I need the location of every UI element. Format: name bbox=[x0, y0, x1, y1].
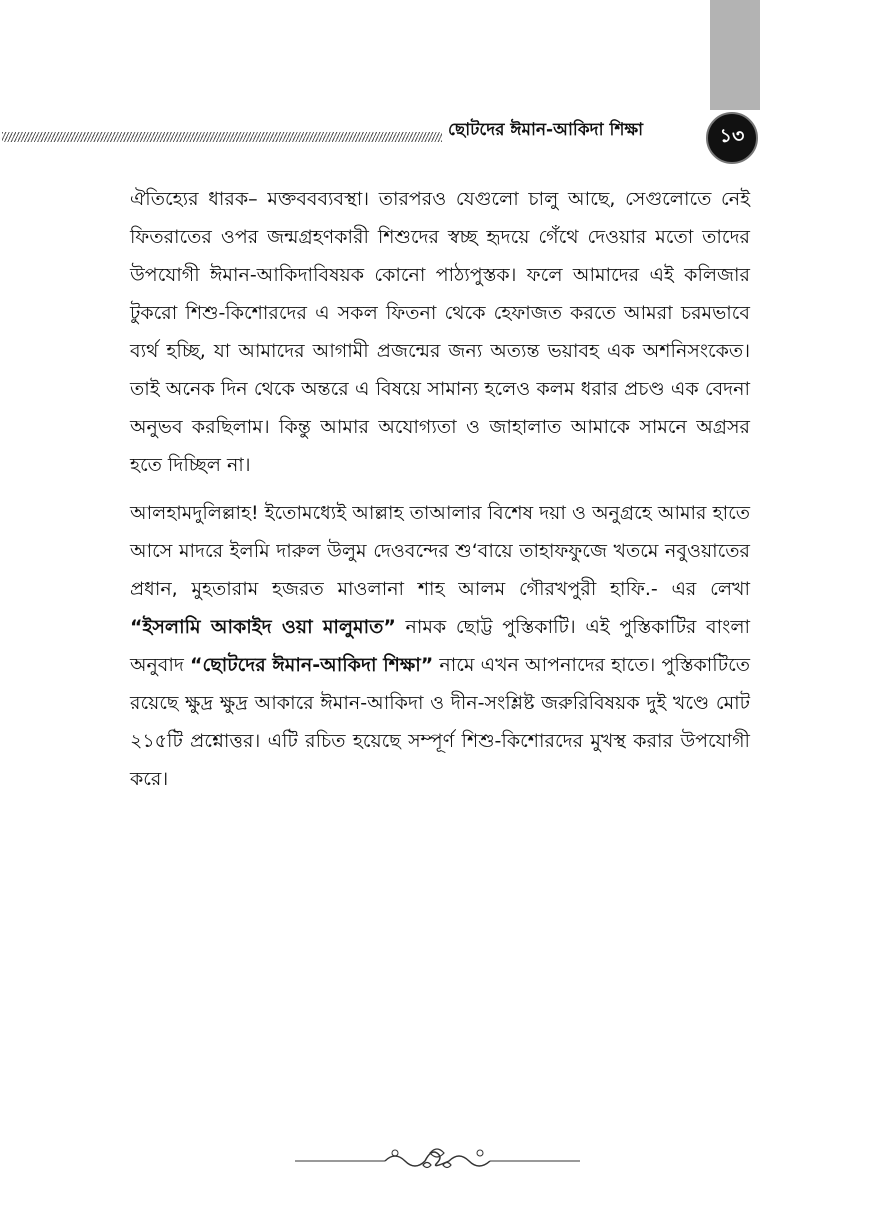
paragraph-2-text-a: আলহামদুলিল্লাহ! ইতোমধ্যেই আল্লাহ তাআলার বিশেষ দয়া ও অনুগ্রহে আমার হাতে আসে মাদরে ইলমি দারুল উলুম দেওবন্দের শু‘বায়ে তাহাফফুজে খতমে নবুওয়াতের প্রধান, মুহতারাম হজরত মাওলানা শাহ আলম গৌরখপুরী হাফি.- এর লেখা bbox=[130, 502, 750, 600]
book-title-original: “ইসলামি আকাইদ ওয়া মালুমাত” bbox=[130, 616, 396, 638]
page-number: ১৩ bbox=[706, 112, 758, 164]
running-title: ছোটদের ঈমান-আকিদা শিক্ষা bbox=[448, 120, 644, 140]
paragraph-2-text-e: নামে এখন আপনাদের হাতে। পুস্তিকাটিতে রয়েছে ক্ষুদ্র ক্ষুদ্র আকারে ঈমান-আকিদা ও দীন-সংশ্লিষ্ট জরুরিবিষয়ক দুই খণ্ডে মোট ২১৫টি প্রশ্নোত্তর। এটি রচিত হয়েছে সম্পূর্ণ শিশু-কিশোরদের মুখস্থ করার উপযোগী করে। bbox=[130, 654, 750, 790]
book-title-translation: “ছোটদের ঈমান-আকিদা শিক্ষা” bbox=[190, 654, 434, 676]
footer-ornament bbox=[295, 1145, 580, 1175]
paragraph-1: ঐতিহ্যের ধারক– মক্তববব্যবস্থা। তারপরও যেগুলো চালু আছে, সেগুলোতে নেই ফিতরাতের ওপর জন্মগ্রহণকারী শিশুদের স্বচ্ছ হৃদয়ে গেঁথে দেওয়ার মতো তাদের উপযোগী ঈমান-আকিদাবিষয়ক কোনো পাঠ্যপুস্তক। ফলে আমাদের এই কলিজার টুকরো শিশু-কিশোরদের এ সকল ফিতনা থেকে হেফাজত করতে আমরা চরমভাবে ব্যর্থ হচ্ছি, যা আমাদের আগামী প্রজন্মের জন্য অত্যন্ত ভয়াবহ এক অশনিসংকেত। তাই অনেক দিন থেকে অন্তরে এ বিষয়ে সামান্য হলেও কলম ধরার প্রচণ্ড এক বেদনা অনুভব করছিলাম। কিন্তু আমার অযোগ্যতা ও জাহালাত আমাকে সামনে অগ্রসর হতে দিচ্ছিল না। bbox=[130, 188, 750, 476]
paragraph-2-text-c: নামক ছোট্ট পুস্তিকাটি। এই পুস্তিকাটির বাংলা অনুবাদ bbox=[130, 616, 750, 676]
page-tab bbox=[710, 0, 760, 110]
paragraph-2 bbox=[130, 494, 750, 798]
body-text bbox=[130, 180, 750, 808]
header-rule bbox=[2, 132, 442, 142]
